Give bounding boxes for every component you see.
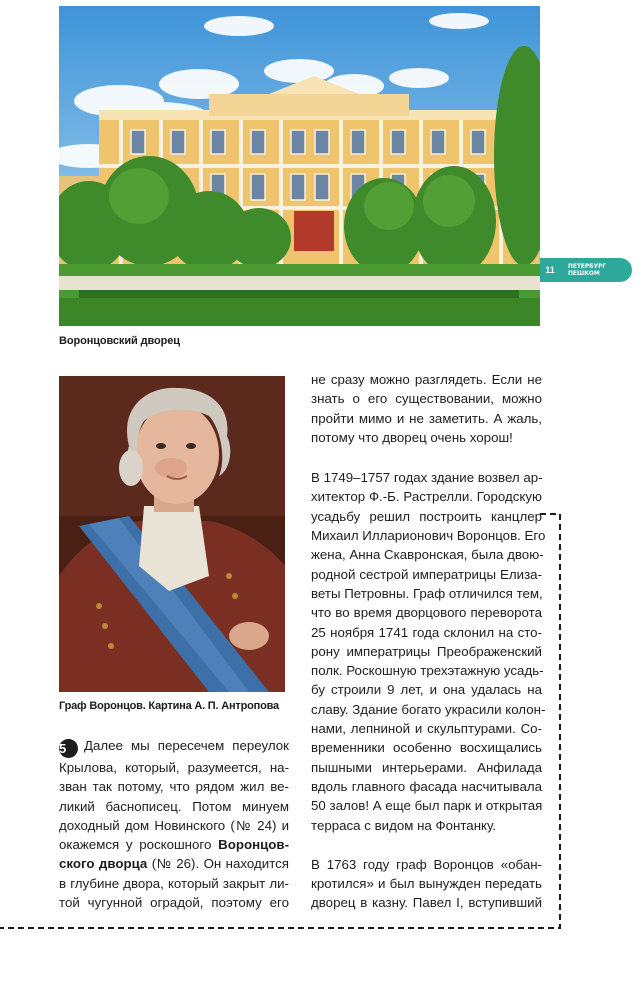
brand-logo	[568, 263, 606, 277]
text-line: В 1749–1757 годах здание возвел ар-	[311, 470, 543, 486]
text-fragment: (№ 26). Он находится	[147, 856, 289, 872]
palace-photo-caption: Воронцовский дворец	[59, 335, 180, 347]
brand-line-2: ПЕШКОМ	[568, 269, 600, 277]
text-line: Михаил Илларионович Воронцов. Его	[311, 528, 546, 544]
text-line: что во время дворцового переворота	[311, 605, 542, 621]
portrait-painting	[59, 376, 285, 692]
text-line: славу. Здание богато украсили колон-	[311, 701, 546, 717]
portrait-caption: Граф Воронцов. Картина А. П. Антропова	[59, 700, 279, 712]
text-line: веты Петровны. Граф отличился тем,	[311, 585, 543, 601]
text-line: доходный дом Новинского (№ 24) и	[59, 817, 289, 833]
text-line: В 1763 году граф Воронцов «обан-	[311, 856, 542, 872]
text-line: жена, Анна Скавронская, была двою-	[311, 547, 544, 563]
text-line: зван так потому, что рядом жил ве-	[59, 779, 289, 795]
text-line	[59, 736, 289, 758]
text-line: временники особенно восхищались	[311, 740, 542, 756]
left-column-text	[59, 736, 289, 912]
text-line: усадьбу решил построить канцлер	[311, 508, 542, 524]
text-line: Крылова, который, разумеется, на-	[59, 760, 289, 775]
text-line: пройти мимо и не заметить. А жаль,	[311, 410, 542, 426]
right-column-text	[311, 370, 546, 913]
text-line: терраса с видом на Фонтанку.	[311, 817, 497, 833]
paragraph	[311, 370, 542, 447]
text-line: той чугунной оградой, поэтому его	[59, 895, 289, 911]
text-fragment: Далее мы пересечем переулок	[84, 738, 289, 753]
text-line	[59, 854, 289, 873]
text-line: 25 ноября 1741 года склонил на сто-	[311, 624, 542, 640]
text-line: полк. Роскошную трехэтажную усадь-	[311, 663, 544, 679]
place-name-bold: Воронцов-	[218, 837, 289, 853]
route-step-number: 5	[59, 739, 78, 758]
text-line: потому что дворец очень хорош!	[311, 429, 513, 445]
text-line: 50 залов! А еще был парк и открытая	[311, 798, 543, 814]
text-line: пышными интерьерами. Анфилада	[311, 759, 542, 775]
text-line: рону императрицы Преображенский	[311, 643, 542, 659]
text-line: дворец в казну. Павел I, вступивший	[311, 895, 542, 911]
paragraph	[311, 468, 546, 835]
text-line: ликий баснописец. Потом минуем	[59, 798, 289, 814]
page-number: 11	[545, 265, 555, 275]
text-line: нами, лепниной и скульптурами. Со-	[311, 721, 542, 737]
text-line: хитектор Ф.-Б. Растрелли. Городскую	[311, 489, 542, 505]
page-number-tab	[540, 258, 632, 282]
text-line: бу строили 9 лет, и она удалась на	[311, 682, 542, 698]
place-name-bold: ского дворца	[59, 856, 148, 872]
portrait-illustration	[59, 376, 285, 692]
palace-photo	[59, 6, 540, 326]
palace-illustration	[59, 6, 540, 326]
text-line: вдоль главного фасада насчитывала	[311, 778, 542, 794]
text-line: родной сестрой императрицы Елиза-	[311, 566, 542, 582]
paragraph	[311, 855, 542, 913]
brand-line-1: ПЕТЕРБУРГ	[568, 262, 607, 270]
text-line: в глубине двора, который закрыт ли-	[59, 875, 289, 891]
text-fragment: окажемся у роскошного	[59, 837, 212, 853]
text-line: не сразу можно разглядеть. Если не	[311, 372, 542, 387]
text-line: знать о его существовании, можно	[311, 391, 542, 407]
text-line	[59, 835, 289, 854]
text-line: кротился» и был вынужден передать	[311, 876, 542, 892]
